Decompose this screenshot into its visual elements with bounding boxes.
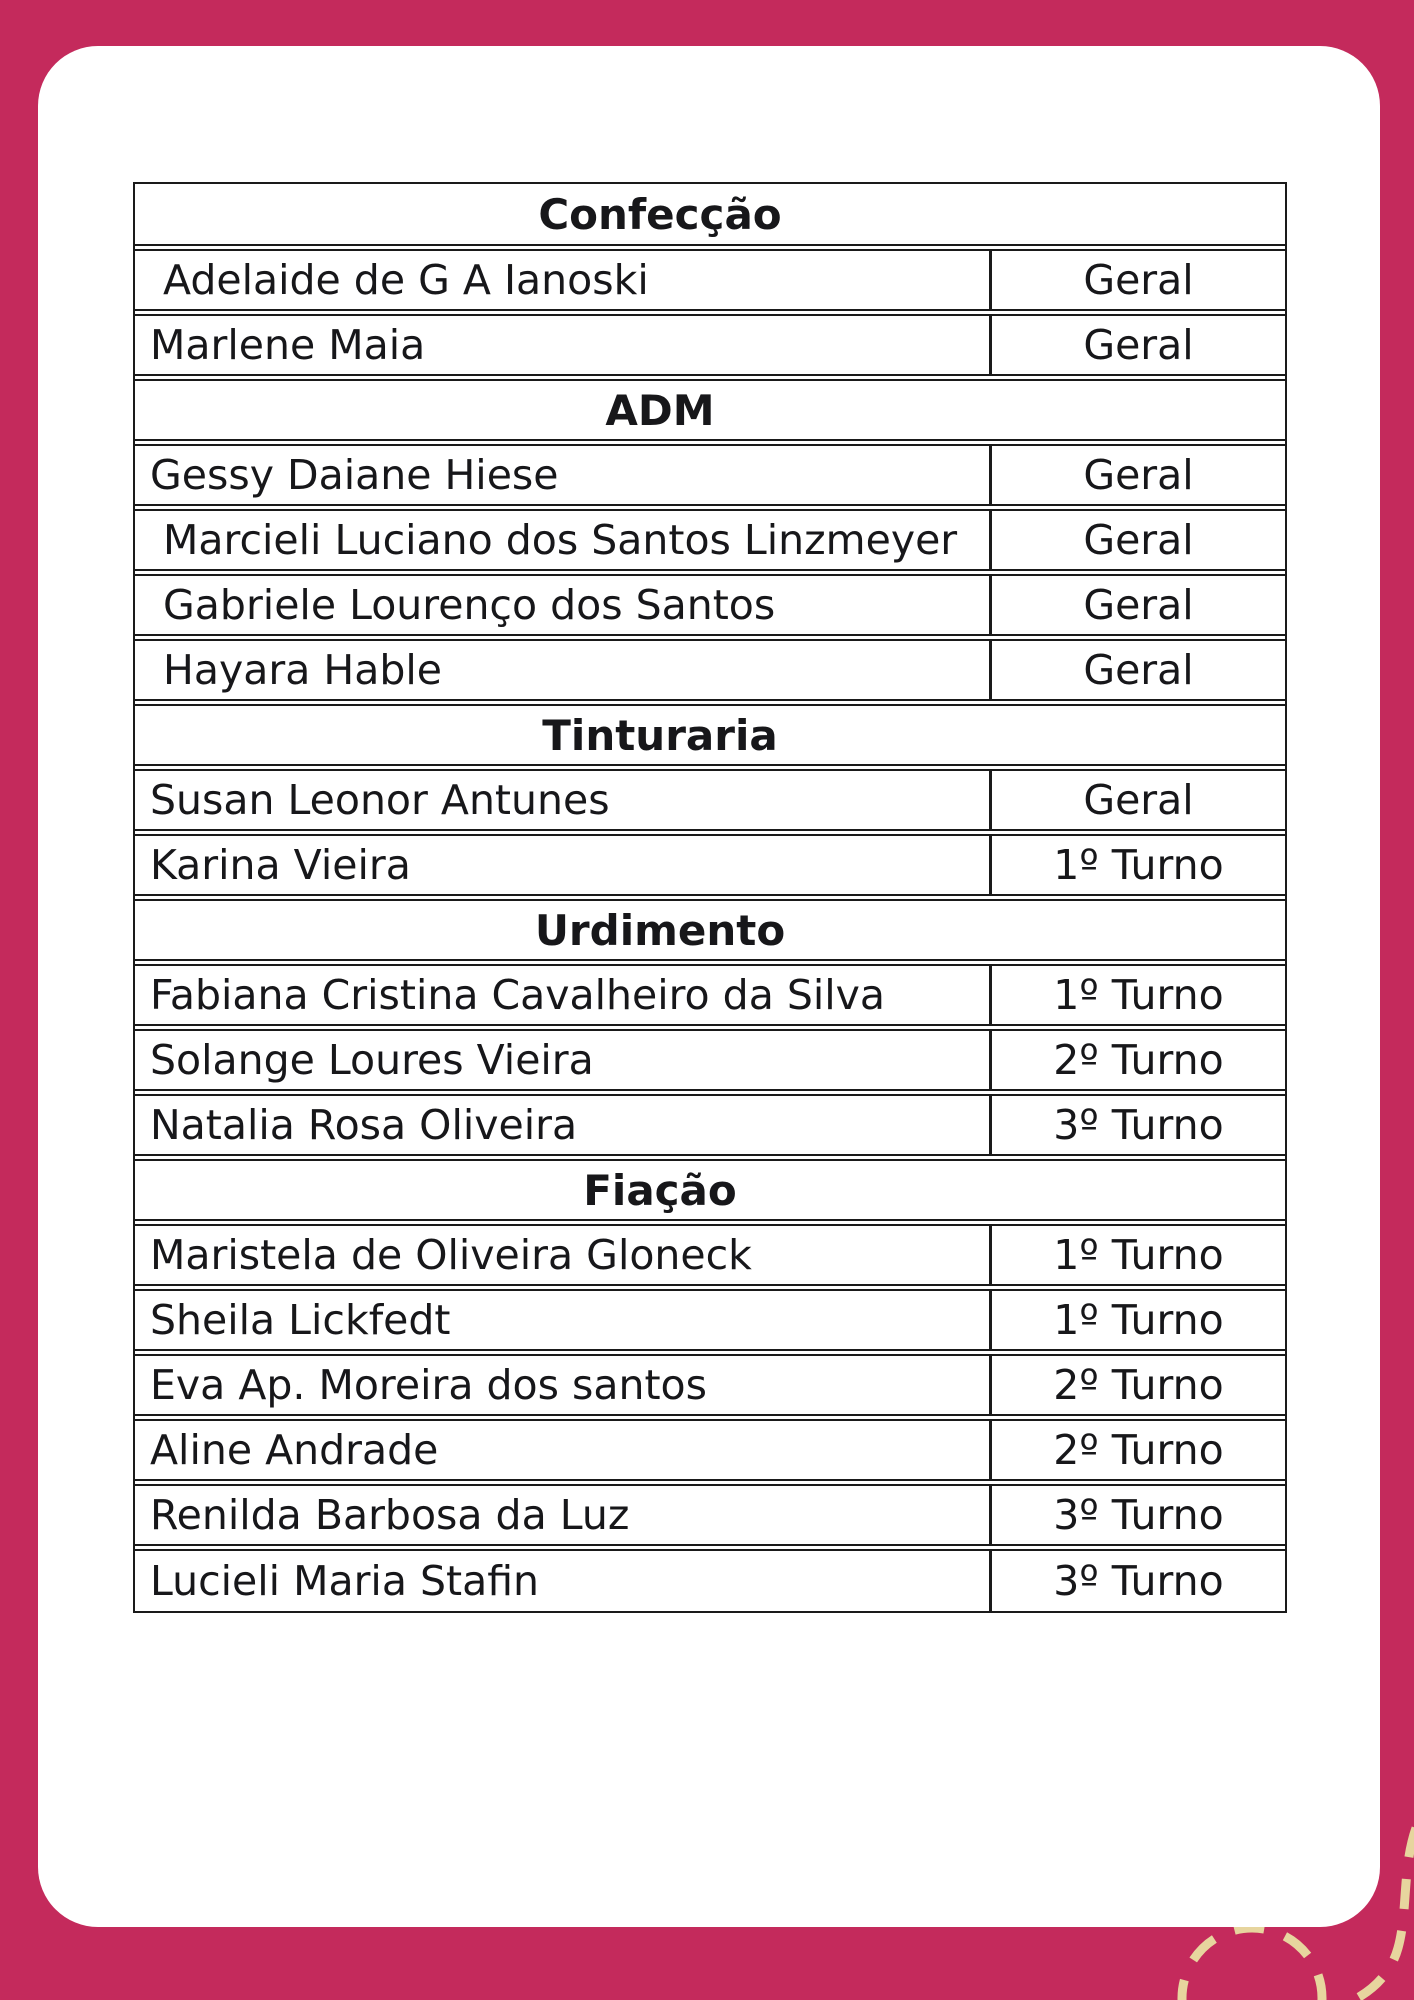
employee-row xyxy=(135,314,1285,376)
shift-value-cell: 2º Turno xyxy=(1053,1426,1224,1474)
employee-name-cell: Maristela de Oliveira Gloneck xyxy=(135,1226,992,1284)
employee-row xyxy=(135,1549,1285,1611)
section-header-row xyxy=(135,379,1285,441)
employee-name-cell: Adelaide de G A Ianoski xyxy=(135,251,992,309)
employee-row xyxy=(135,1484,1285,1546)
employee-name-cell: Gessy Daiane Hiese xyxy=(135,446,992,504)
shift-value-cell: 1º Turno xyxy=(1053,841,1224,889)
section-header-row xyxy=(135,1159,1285,1221)
employee-row xyxy=(135,1224,1285,1286)
shift-value-cell: 2º Turno xyxy=(1053,1361,1224,1409)
employee-name-cell: Sheila Lickfedt xyxy=(135,1291,992,1349)
employee-name-cell: Karina Vieira xyxy=(135,836,992,894)
employee-name-cell: Fabiana Cristina Cavalheiro da Silva xyxy=(135,966,992,1024)
employee-row xyxy=(135,769,1285,831)
employee-row xyxy=(135,1094,1285,1156)
shift-value-cell: Geral xyxy=(1083,581,1194,629)
shift-value-cell: 1º Turno xyxy=(1053,971,1224,1019)
shift-value-cell: Geral xyxy=(1083,646,1194,694)
employee-name-cell: Hayara Hable xyxy=(135,641,992,699)
shift-value-cell: 2º Turno xyxy=(1053,1036,1224,1084)
section-header-row xyxy=(135,899,1285,961)
employee-name-cell: Marlene Maia xyxy=(135,316,992,374)
shift-value-cell: Geral xyxy=(1083,451,1194,499)
dashed-circle-decoration xyxy=(1182,1928,1322,2000)
shift-value-cell: 3º Turno xyxy=(1053,1101,1224,1149)
employee-name-cell: Eva Ap. Moreira dos santos xyxy=(135,1356,992,1414)
section-header-row xyxy=(135,704,1285,766)
employee-name-cell: Gabriele Lourenço dos Santos xyxy=(135,576,992,634)
shift-value-cell: 3º Turno xyxy=(1053,1557,1224,1605)
employee-row xyxy=(135,444,1285,506)
employee-row xyxy=(135,834,1285,896)
shift-value-cell: 1º Turno xyxy=(1053,1231,1224,1279)
section-header-title: Tinturaria xyxy=(542,710,778,760)
employee-row xyxy=(135,574,1285,636)
employee-row xyxy=(135,639,1285,701)
employee-row xyxy=(135,1419,1285,1481)
employee-name-cell: Renilda Barbosa da Luz xyxy=(135,1486,992,1544)
shift-value-cell: Geral xyxy=(1083,776,1194,824)
employee-name-cell: Aline Andrade xyxy=(135,1421,992,1479)
shift-value-cell: 3º Turno xyxy=(1053,1491,1224,1539)
employee-name-cell: Lucieli Maria Stafin xyxy=(135,1551,992,1611)
section-header-title: Fiação xyxy=(583,1165,737,1215)
section-header-row xyxy=(135,184,1285,246)
employee-name-cell: Natalia Rosa Oliveira xyxy=(135,1096,992,1154)
employee-name-cell: Marcieli Luciano dos Santos Linzmeyer xyxy=(135,511,992,569)
employee-row xyxy=(135,964,1285,1026)
shift-value-cell: Geral xyxy=(1083,321,1194,369)
employee-table xyxy=(133,182,1287,1613)
employee-row xyxy=(135,1289,1285,1351)
employee-row xyxy=(135,1029,1285,1091)
shift-value-cell: Geral xyxy=(1083,516,1194,564)
section-header-title: ADM xyxy=(605,385,715,435)
employee-row xyxy=(135,249,1285,311)
employee-name-cell: Solange Loures Vieira xyxy=(135,1031,992,1089)
shift-value-cell: Geral xyxy=(1083,256,1194,304)
section-header-title: Confecção xyxy=(538,189,782,239)
employee-name-cell: Susan Leonor Antunes xyxy=(135,771,992,829)
employee-row xyxy=(135,1354,1285,1416)
employee-row xyxy=(135,509,1285,571)
shift-value-cell: 1º Turno xyxy=(1053,1296,1224,1344)
section-header-title: Urdimento xyxy=(534,905,786,955)
